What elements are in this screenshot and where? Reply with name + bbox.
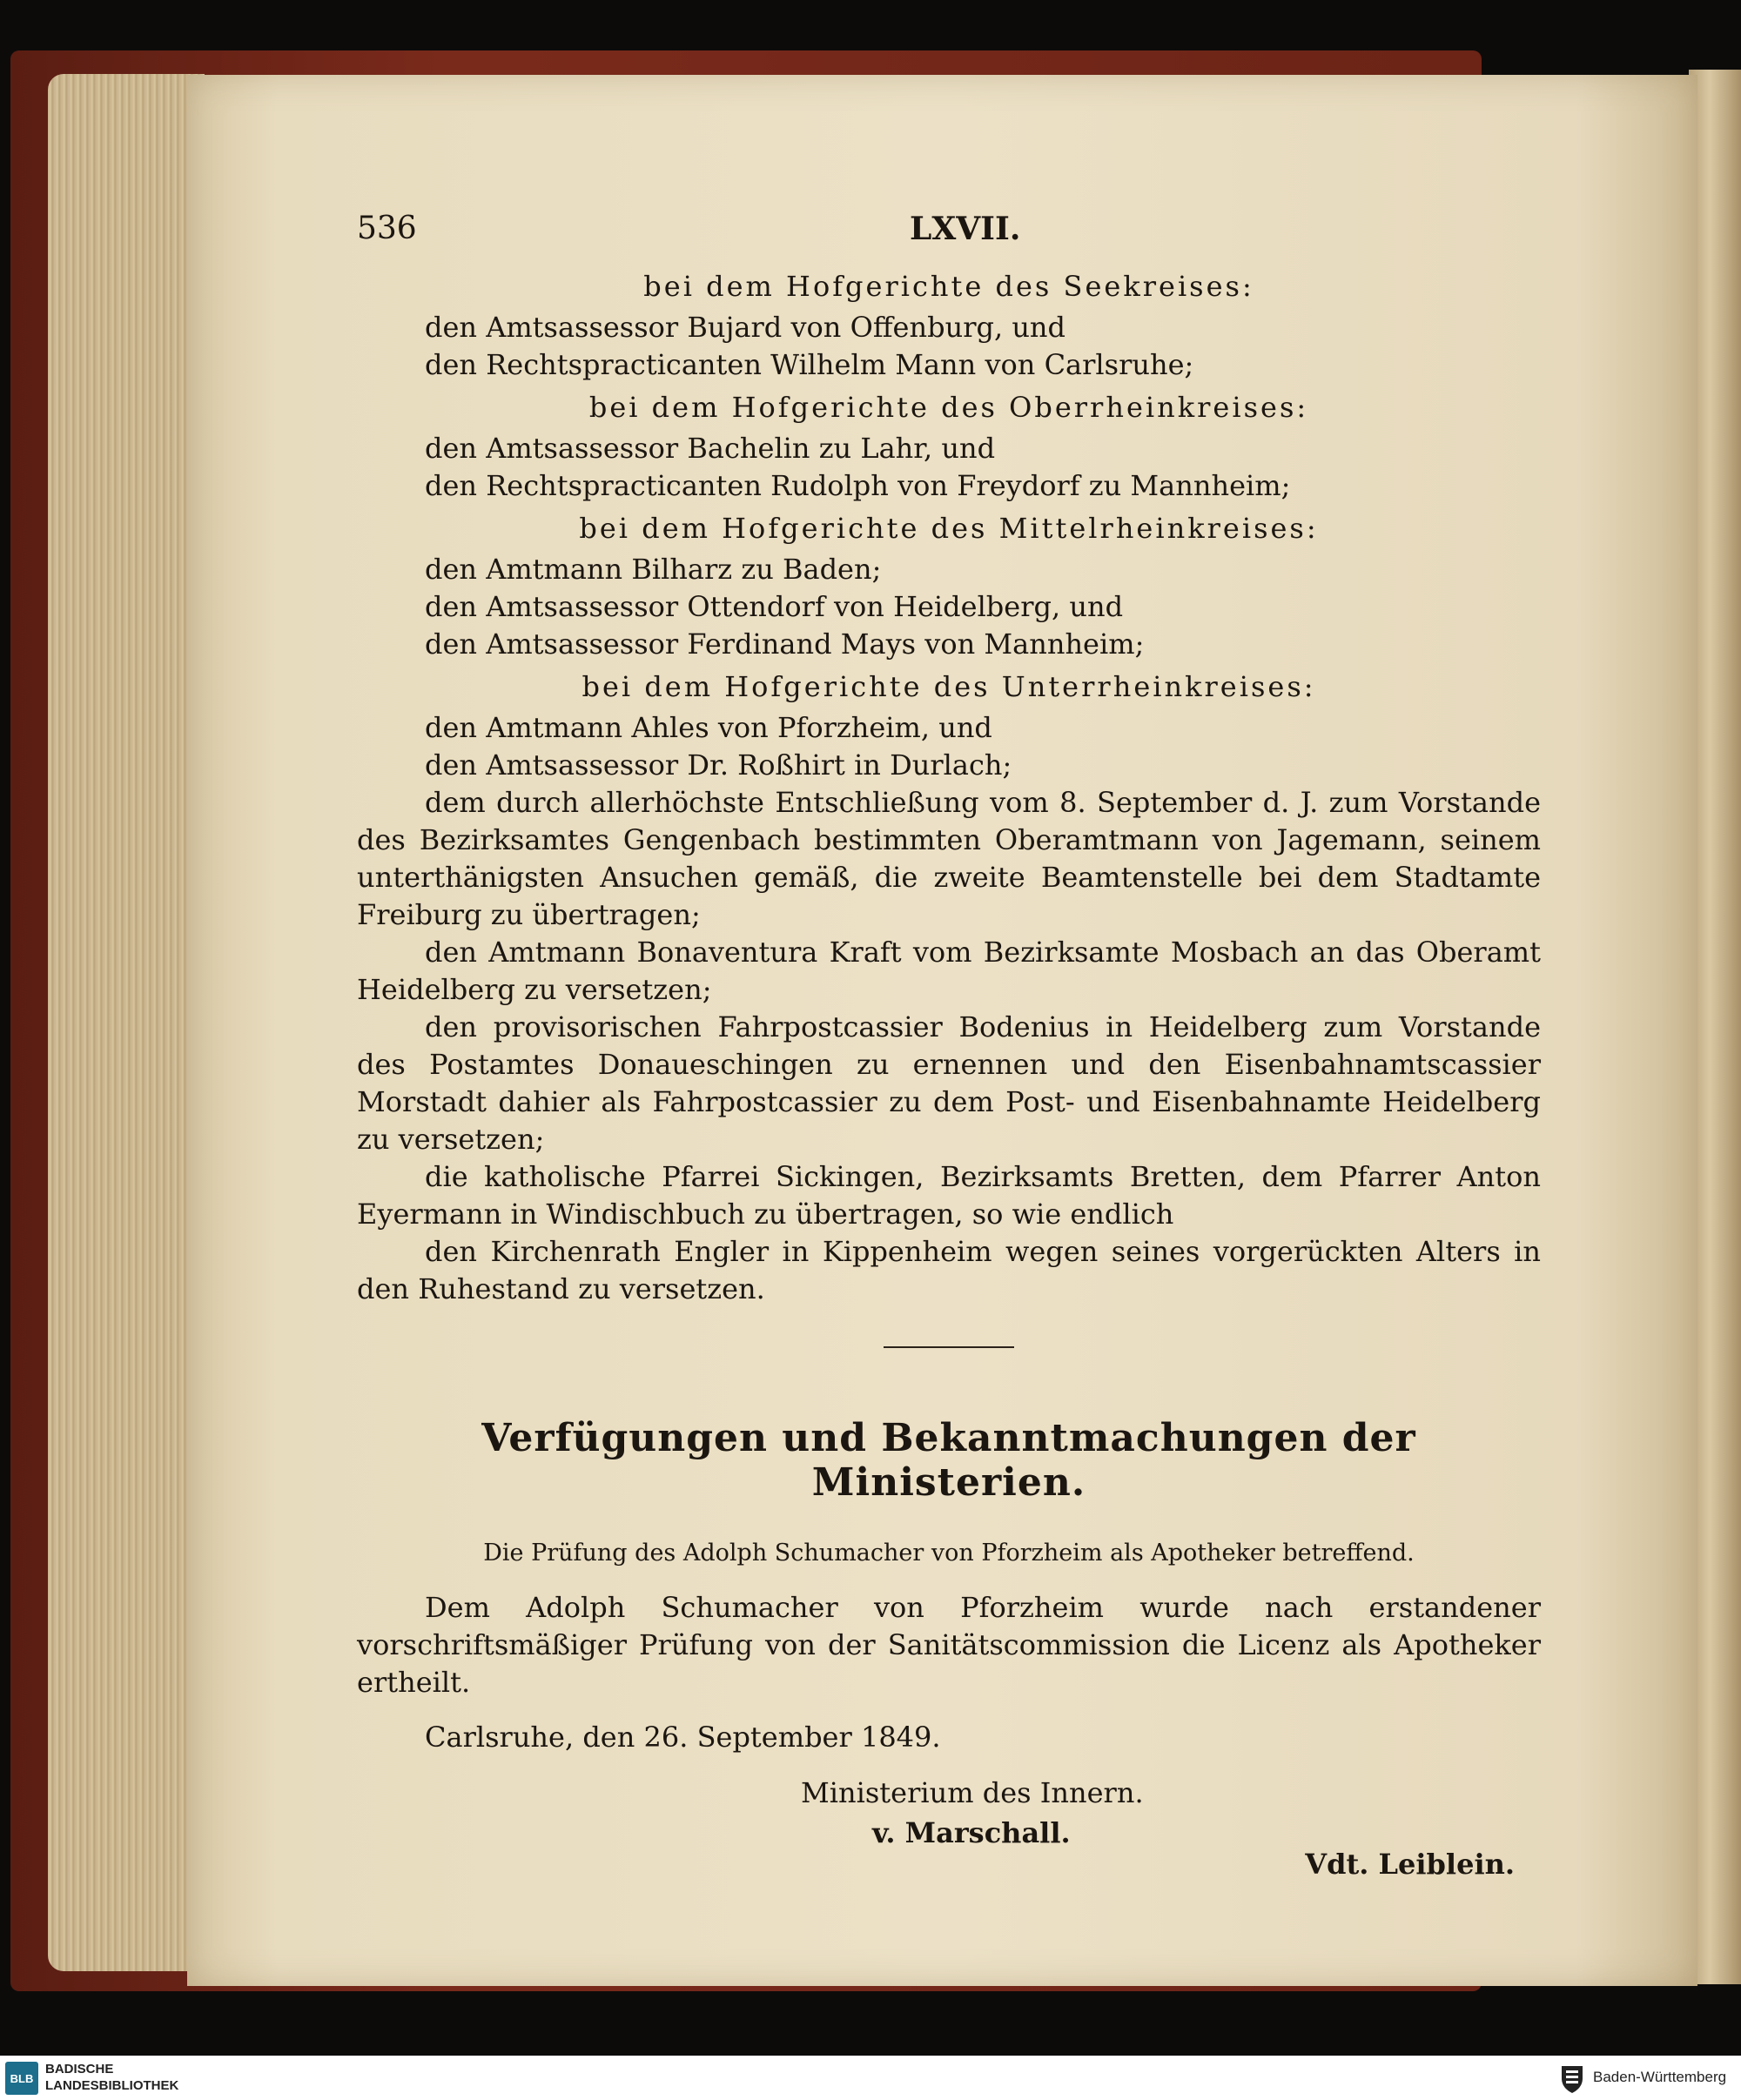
footer-bar <box>0 2056 1741 2100</box>
appointment-line: den Amtmann Bilharz zu Baden; <box>425 553 882 586</box>
court-heading: bei dem Hofgerichte des Oberrheinkreises: <box>588 391 1309 424</box>
appointment-line: den Amtmann Ahles von Pforzheim, und <box>425 711 992 744</box>
blb-logo-icon[interactable]: BLB <box>5 2062 38 2095</box>
appointment-line: den Amtsassessor Dr. Roßhirt in Durlach; <box>425 748 1012 782</box>
appointment-line: den Rechtspracticanten Wilhelm Mann von Carlsruhe; <box>425 348 1194 381</box>
decree-paragraph: den provisorischen Fahrpostcassier Bodenius in Heidelberg zum Vorstande des Postamtes Donaueschingen zu ernennen und den Eisenbahnamtscassier Morstadt dahier als Fahrpostcassier zu dem Post- und Eisenbahnamte Heidelberg zu versetzen; <box>357 1010 1541 1156</box>
blb-name[interactable] <box>45 2061 178 2094</box>
appointment-line: den Rechtspracticanten Rudolph von Freydorf zu Mannheim; <box>425 469 1291 502</box>
text-area <box>357 211 1541 1881</box>
blb-name-line1: BADISCHE <box>45 2062 114 2077</box>
bw-name[interactable]: Baden-Württemberg <box>1593 2069 1727 2085</box>
decree-paragraph: den Amtmann Bonaventura Kraft vom Bezirksamte Mosbach an das Oberamt Heidelberg zu versetzen; <box>357 936 1541 1006</box>
blb-name-line2: LANDESBIBLIOTHEK <box>45 2078 179 2093</box>
state-coat-of-arms-icon <box>1558 2063 1586 2094</box>
appointment-line: den Amtsassessor Bujard von Offenburg, und <box>425 311 1066 344</box>
page-number: 536 <box>357 211 417 246</box>
appointment-line: den Amtsassessor Ottendorf von Heidelberg, und <box>425 590 1124 623</box>
court-heading: bei dem Hofgerichte des Unterrheinkreises: <box>581 670 1316 703</box>
ministry-name: Ministerium des Innern. <box>801 1776 1144 1809</box>
appointment-line: den Amtsassessor Bachelin zu Lahr, und <box>425 432 996 465</box>
decree-paragraph: dem durch allerhöchste Entschließung vom 8. September d. J. zum Vorstande des Bezirksamtes Gengenbach bestimmten Oberamtmann von Jagemann, seinem unterthänigsten Ansuchen gemäß, die zweite Beamtenstelle bei dem Stadtamte Freiburg zu übertragen; <box>357 786 1541 931</box>
vdt-signature: Vdt. Leiblein. <box>1305 1848 1515 1881</box>
chapter-numeral: LXVII. <box>910 211 1021 247</box>
appointment-line: den Amtsassessor Ferdinand Mays von Mannheim; <box>425 627 1145 661</box>
separator-rule <box>884 1346 1014 1348</box>
page-header <box>357 211 1541 263</box>
section-text: Dem Adolph Schumacher von Pforzheim wurde nach erstandener vorschriftsmäßiger Prüfung von der Sanitätscommission die Licenz als Apotheker ertheilt. <box>357 1591 1541 1699</box>
section-subtitle: Die Prüfung des Adolph Schumacher von Pforzheim als Apotheker betreffend. <box>483 1540 1415 1567</box>
minister-signature: v. Marschall. <box>872 1816 1071 1849</box>
section-title: Verfügungen und Bekanntmachungen der Ministerien. <box>481 1416 1416 1505</box>
place-date: Carlsruhe, den 26. September 1849. <box>425 1721 941 1754</box>
court-heading: bei dem Hofgerichte des Mittelrheinkreises: <box>579 512 1319 545</box>
court-heading: bei dem Hofgerichte des Seekreises: <box>643 270 1254 303</box>
decree-paragraph: den Kirchenrath Engler in Kippenheim wegen seines vorgerückten Alters in den Ruhestand zu versetzen. <box>357 1235 1541 1305</box>
page-edges <box>48 74 205 1971</box>
decree-paragraph: die katholische Pfarrei Sickingen, Bezirksamts Bretten, dem Pfarrer Anton Eyermann in Windischbuch zu übertragen, so wie endlich <box>357 1160 1541 1231</box>
